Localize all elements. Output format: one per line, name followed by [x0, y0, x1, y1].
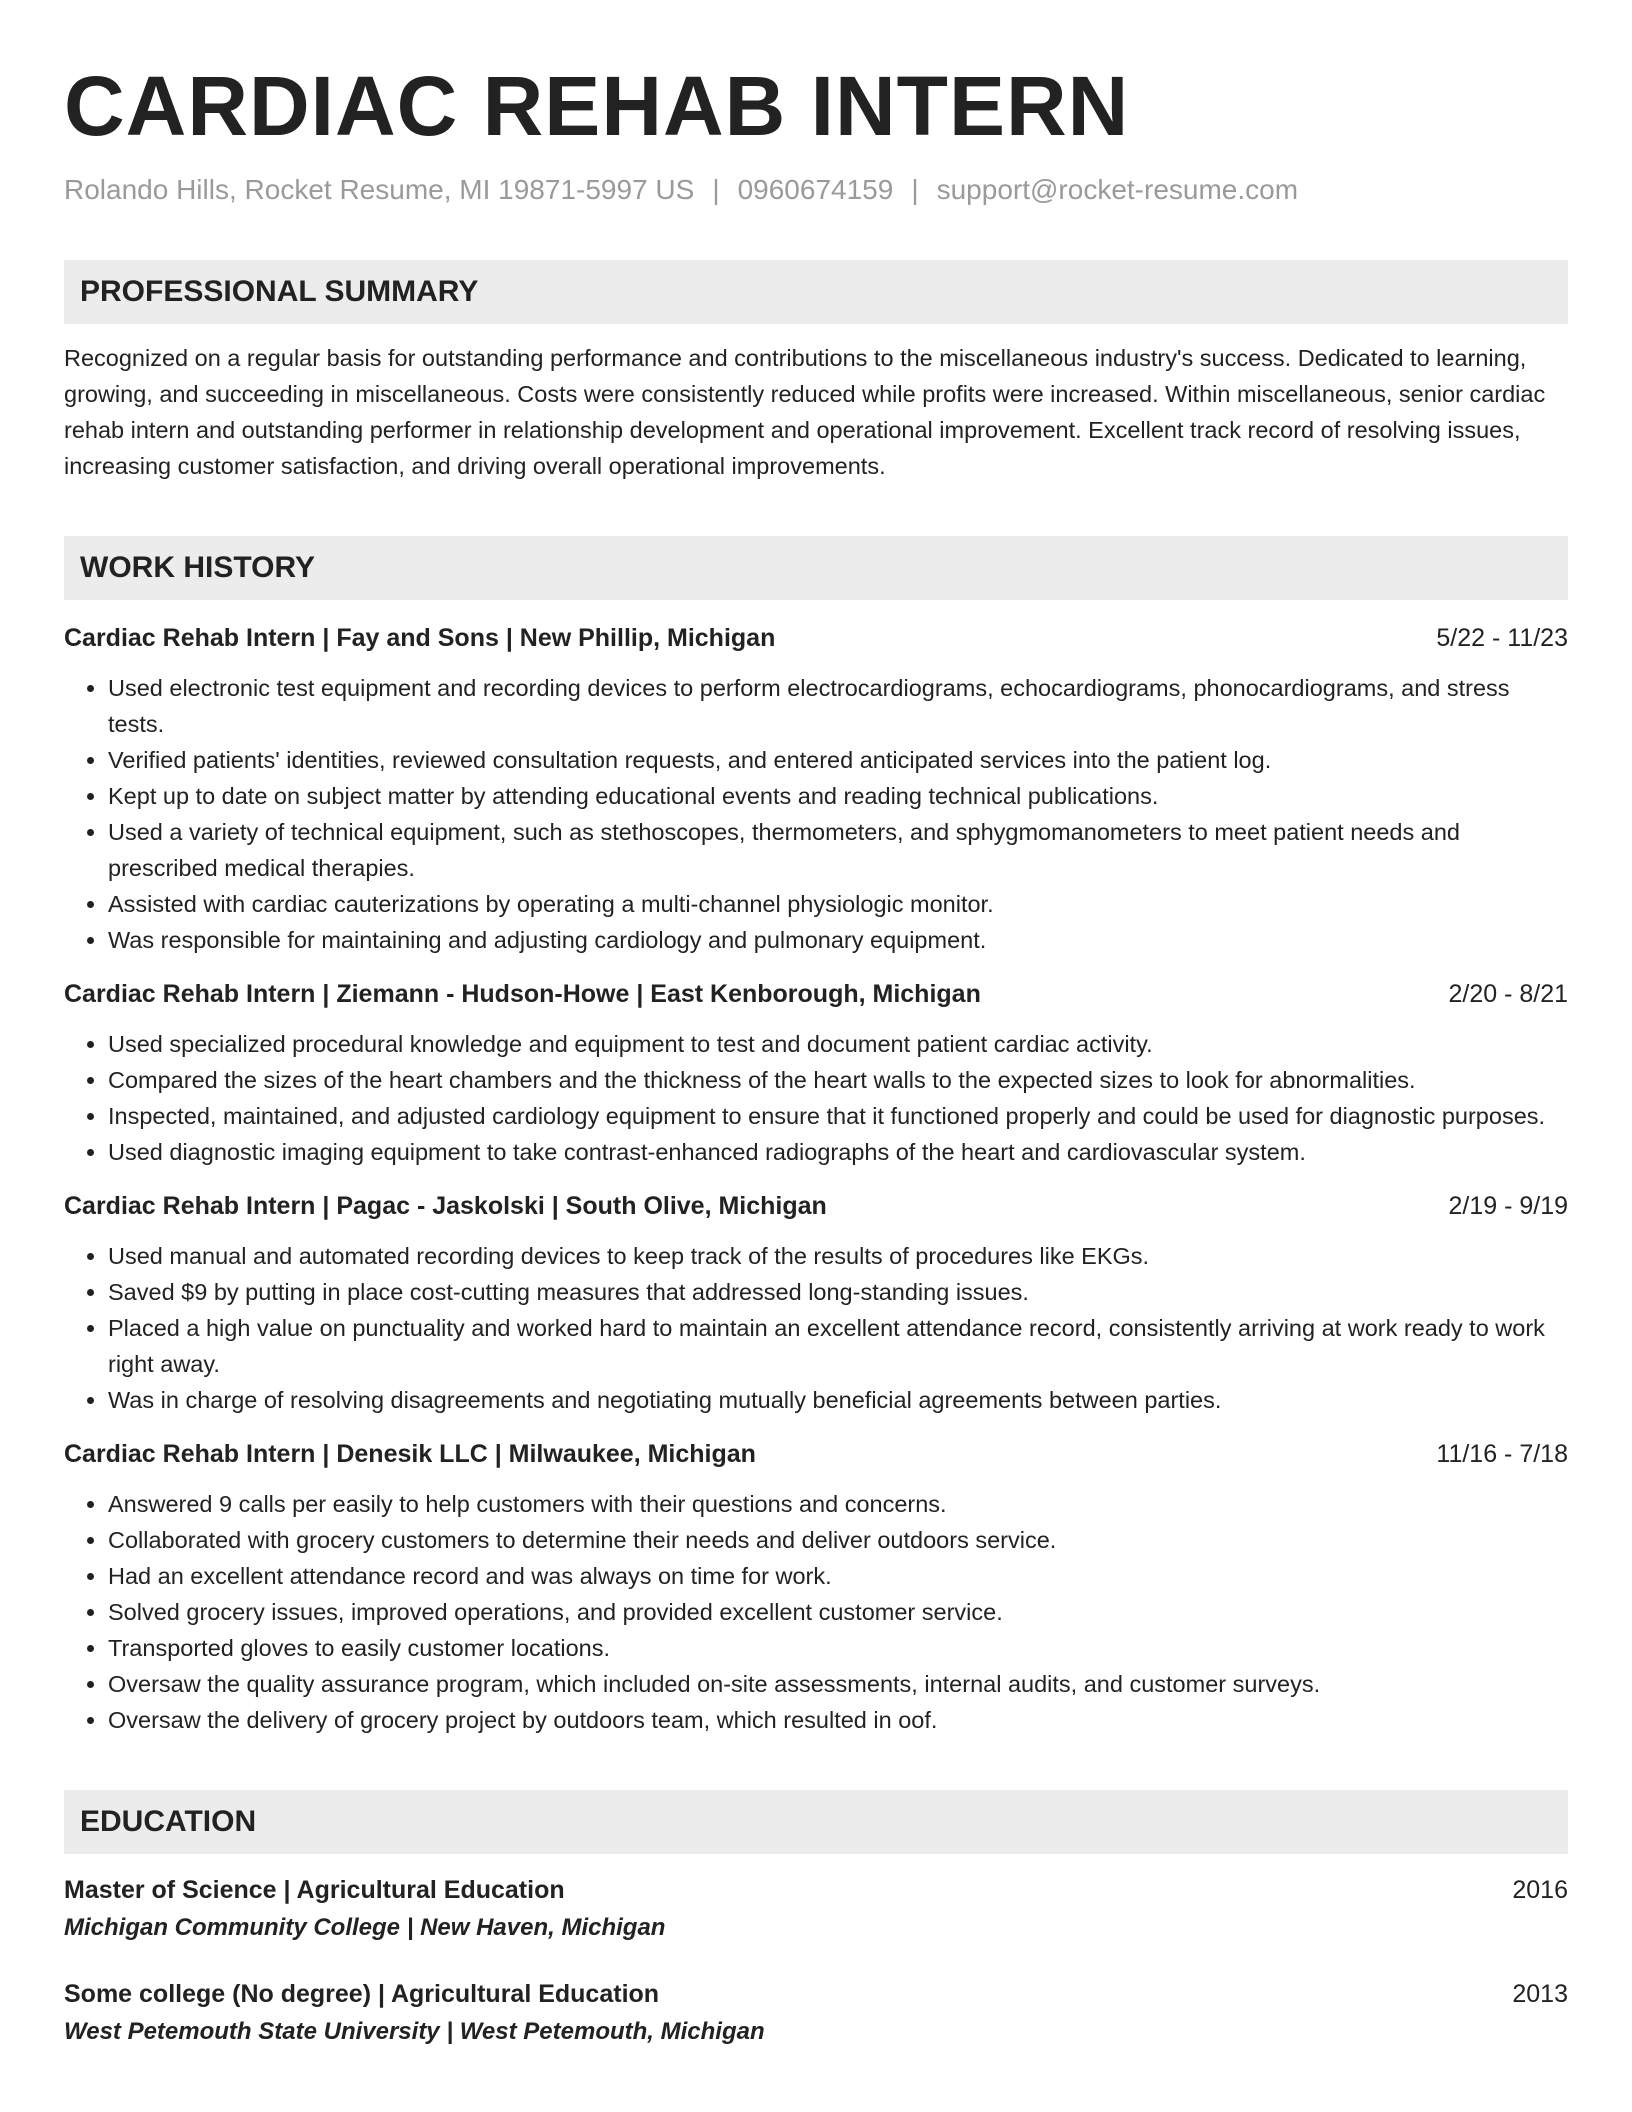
education-header: [64, 1976, 1568, 2012]
job-title: Cardiac Rehab Intern | Fay and Sons | New Phillip, Michigan: [64, 624, 776, 652]
job-dates: 5/22 - 11/23: [1436, 624, 1568, 652]
contact-address: Rolando Hills, Rocket Resume, MI 19871-5997 US: [64, 174, 695, 205]
job-bullet: • Had an excellent attendance record and was always on time for work.: [108, 1558, 1568, 1594]
job-entry: [64, 620, 1568, 958]
education-entry: [64, 1976, 1568, 2052]
job-dates: 11/16 - 7/18: [1436, 1440, 1568, 1468]
job-bullet: • Saved $9 by putting in place cost-cutting measures that addressed long-standing issues.: [108, 1274, 1568, 1310]
job-header: [64, 1188, 1568, 1224]
job-dates: 2/19 - 9/19: [1448, 1192, 1568, 1220]
job-bullet: • Inspected, maintained, and adjusted cardiology equipment to ensure that it functioned properly and could be used for diagnostic purposes.: [108, 1098, 1568, 1134]
job-bullet: • Verified patients' identities, reviewed consultation requests, and entered anticipated services into the patient log.: [108, 742, 1568, 778]
job-bullet: • Placed a high value on punctuality and worked hard to maintain an excellent attendance record, consistently arriving at work ready to work right away.: [108, 1310, 1568, 1382]
job-entry: [64, 976, 1568, 1170]
job-title: Cardiac Rehab Intern | Denesik LLC | Milwaukee, Michigan: [64, 1440, 756, 1468]
resume-title: CARDIAC REHAB INTERN: [64, 59, 1130, 153]
education-degree: Some college (No degree) | Agricultural Education: [64, 1980, 660, 2008]
job-bullets: [64, 1026, 1568, 1170]
job-bullets: [64, 670, 1568, 958]
job-bullet: • Solved grocery issues, improved operations, and provided excellent customer service.: [108, 1594, 1568, 1630]
job-entry: [64, 1188, 1568, 1418]
education-entry: [64, 1872, 1568, 1948]
job-bullet: • Assisted with cardiac cauterizations by operating a multi-channel physiologic monitor.: [108, 886, 1568, 922]
job-bullet: • Oversaw the delivery of grocery project by outdoors team, which resulted in oof.: [108, 1702, 1568, 1738]
job-bullet: • Used electronic test equipment and recording devices to perform electrocardiograms, echocardiograms, phonocardiograms, and stress tests.: [108, 670, 1568, 742]
job-bullet: • Used a variety of technical equipment, such as stethoscopes, thermometers, and sphygmomanometers to meet patient needs and prescribed medical therapies.: [108, 814, 1568, 886]
job-bullet: • Was responsible for maintaining and adjusting cardiology and pulmonary equipment.: [108, 922, 1568, 958]
section-heading-education: EDUCATION: [64, 1790, 1568, 1854]
contact-email: support@rocket-resume.com: [936, 174, 1299, 205]
job-header: [64, 1436, 1568, 1472]
job-title: Cardiac Rehab Intern | Ziemann - Hudson-Howe | East Kenborough, Michigan: [64, 980, 981, 1008]
job-bullet: • Compared the sizes of the heart chambers and the thickness of the heart walls to the expected sizes to look for abnormalities.: [108, 1062, 1568, 1098]
job-bullet: • Used specialized procedural knowledge and equipment to test and document patient cardiac activity.: [108, 1026, 1568, 1062]
summary-text: Recognized on a regular basis for outstanding performance and contributions to the miscellaneous industry's success. Dedicated to learning, growing, and succeeding in miscellaneous. Costs were consistently reduced while profits were increased. Within miscellaneous, senior cardiac rehab intern and outstanding performer in relationship development and operational improvement. Excellent track record of resolving issues, increasing customer satisfaction, and driving overall operational improvements.: [64, 345, 1546, 479]
job-bullet: • Used manual and automated recording devices to keep track of the results of procedures like EKGs.: [108, 1238, 1568, 1274]
job-bullet: • Oversaw the quality assurance program, which included on-site assessments, internal audits, and customer surveys.: [108, 1666, 1568, 1702]
job-header: [64, 620, 1568, 656]
job-header: [64, 976, 1568, 1012]
contact-line: [64, 172, 1568, 208]
job-bullets: [64, 1238, 1568, 1418]
job-dates: 2/20 - 8/21: [1448, 980, 1568, 1008]
education-year: 2016: [1512, 1876, 1568, 1904]
job-bullet: • Kept up to date on subject matter by attending educational events and reading technical publications.: [108, 778, 1568, 814]
section-heading-work: WORK HISTORY: [64, 536, 1568, 600]
education-year: 2013: [1512, 1980, 1568, 2008]
contact-separator: |: [712, 174, 720, 205]
education-degree: Master of Science | Agricultural Education: [64, 1876, 565, 1904]
education-school: West Petemouth State University | West Petemouth, Michigan: [64, 2018, 765, 2045]
job-bullets: [64, 1486, 1568, 1738]
contact-separator: |: [911, 174, 919, 205]
education-school: Michigan Community College | New Haven, Michigan: [64, 1914, 666, 1941]
job-bullet: • Was in charge of resolving disagreements and negotiating mutually beneficial agreements between parties.: [108, 1382, 1568, 1418]
section-heading-summary: PROFESSIONAL SUMMARY: [64, 260, 1568, 324]
contact-phone: 0960674159: [737, 174, 894, 205]
job-bullet: • Collaborated with grocery customers to determine their needs and deliver outdoors service.: [108, 1522, 1568, 1558]
job-entry: [64, 1436, 1568, 1738]
job-bullet: • Used diagnostic imaging equipment to take contrast-enhanced radiographs of the heart and cardiovascular system.: [108, 1134, 1568, 1170]
education-header: [64, 1872, 1568, 1908]
job-title: Cardiac Rehab Intern | Pagac - Jaskolski | South Olive, Michigan: [64, 1192, 827, 1220]
job-bullet: • Answered 9 calls per easily to help customers with their questions and concerns.: [108, 1486, 1568, 1522]
job-bullet: • Transported gloves to easily customer locations.: [108, 1630, 1568, 1666]
